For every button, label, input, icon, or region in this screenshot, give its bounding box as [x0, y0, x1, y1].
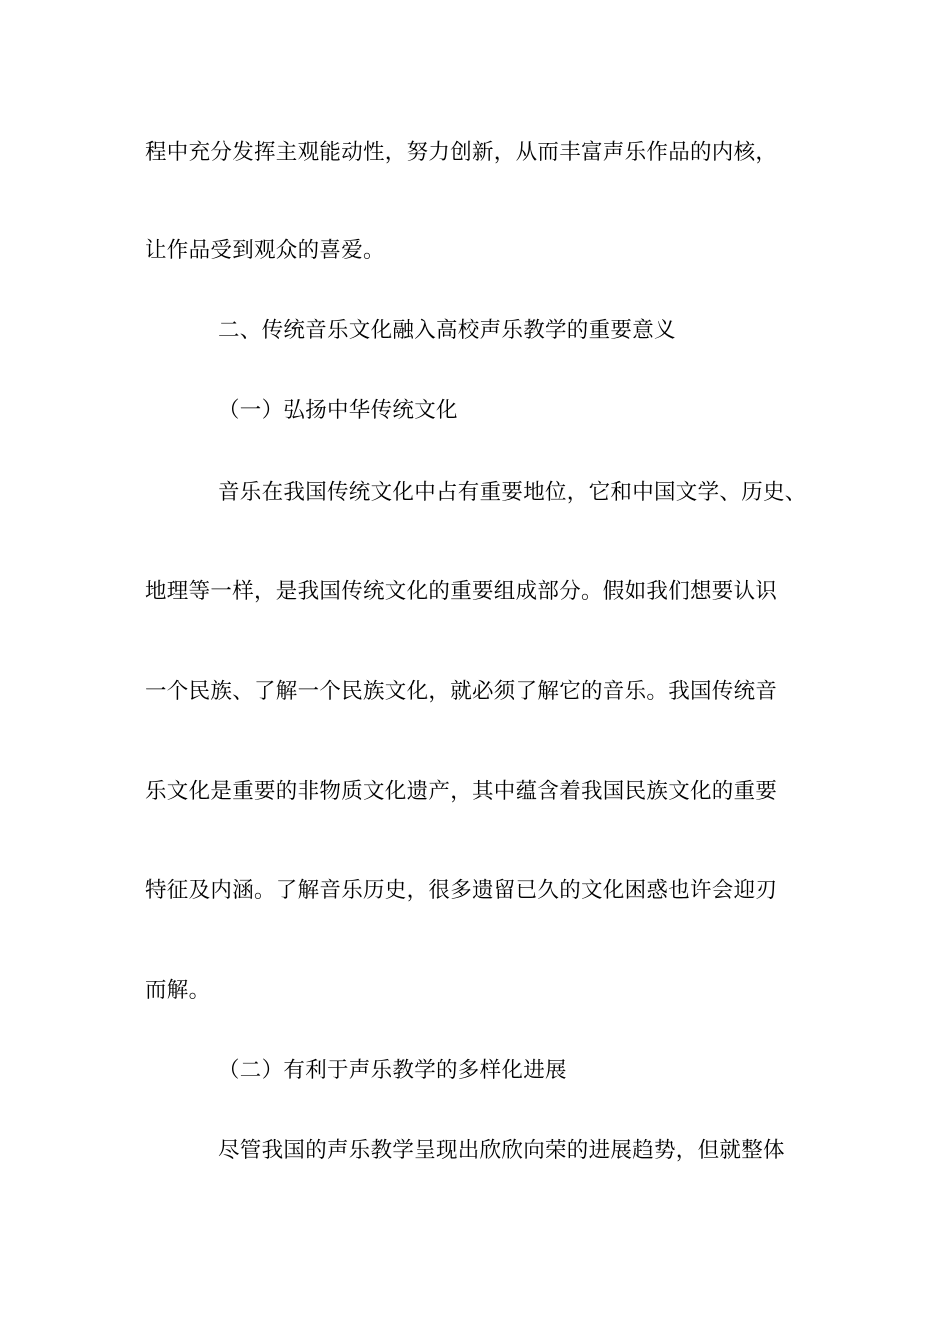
paragraph-line: 特征及内涵。了解音乐历史，很多遗留已久的文化困惑也许会迎刃	[145, 878, 778, 903]
paragraph-line: 程中充分发挥主观能动性，努力创新，从而丰富声乐作品的内核，	[145, 140, 778, 165]
subsection-heading: （二）有利于声乐教学的多样化进展	[218, 1058, 567, 1083]
paragraph-line: 尽管我国的声乐教学呈现出欣欣向荣的进展趋势，但就整体	[218, 1138, 785, 1163]
paragraph-line: 让作品受到观众的喜爱。	[145, 238, 385, 263]
paragraph-line: 音乐在我国传统文化中占有重要地位，它和中国文学、历史、	[218, 480, 807, 505]
subsection-heading: （一）弘扬中华传统文化	[218, 398, 458, 423]
paragraph-line: 乐文化是重要的非物质文化遗产，其中蕴含着我国民族文化的重要	[145, 779, 778, 804]
paragraph-line: 一个民族、了解一个民族文化，就必须了解它的音乐。我国传统音	[145, 679, 778, 704]
paragraph-line: 地理等一样，是我国传统文化的重要组成部分。假如我们想要认识	[145, 579, 778, 604]
section-heading: 二、传统音乐文化融入高校声乐教学的重要意义	[218, 318, 676, 343]
paragraph-line: 而解。	[145, 978, 211, 1003]
